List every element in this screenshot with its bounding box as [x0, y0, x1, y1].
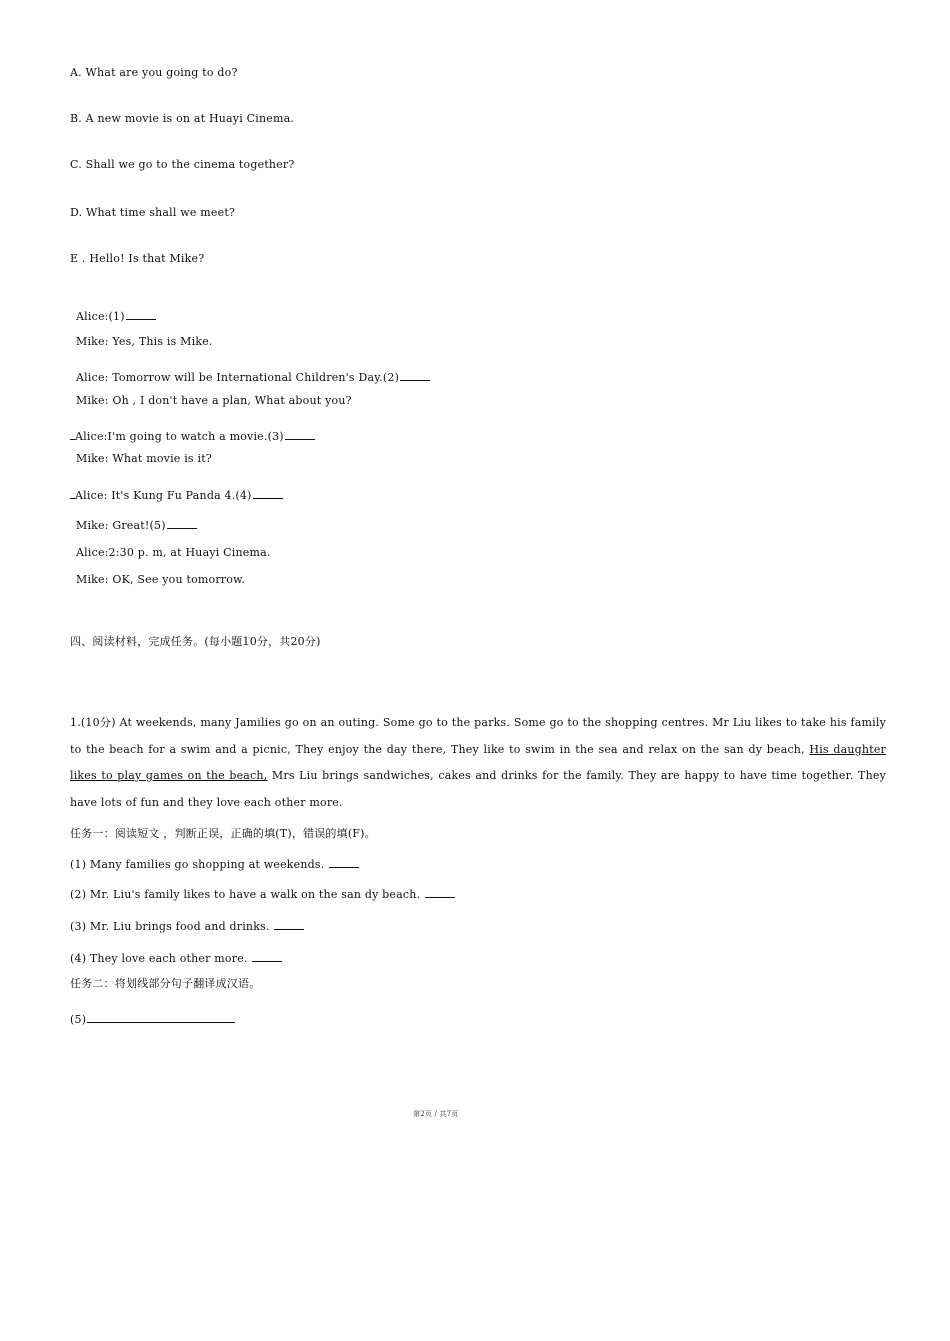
answer-blank[interactable] [126, 308, 156, 320]
dialogue-line-3 [76, 369, 430, 384]
task2-item [70, 1011, 235, 1026]
dialogue-line-10: Mike: OK, See you tomorrow. [76, 573, 246, 586]
option-b: B. A new movie is on at Huayi Cinema. [70, 112, 295, 125]
answer-blank[interactable] [329, 856, 359, 868]
dialogue-line-6: Mike: What movie is it? [76, 452, 212, 465]
dialogue-line-1 [76, 308, 156, 323]
dialogue-text: Alice: It's Kung Fu Panda 4.(4) [75, 489, 252, 502]
dialogue-text: Alice:I'm going to watch a movie.(3) [75, 430, 284, 443]
task1-item-4 [70, 950, 282, 965]
task2-heading: 任务二：将划线部分句子翻译成汉语。 [70, 977, 261, 990]
answer-blank[interactable] [285, 428, 315, 440]
option-c: C. Shall we go to the cinema together? [70, 158, 295, 171]
dialogue-text: Alice: Tomorrow will be International Children's Day.(2) [76, 371, 400, 384]
task-text: (4) They love each other more. [70, 952, 248, 965]
task-text: (2) Mr. Liu's family likes to have a walk on the san dy beach. [70, 888, 421, 901]
task1-item-1 [70, 856, 359, 871]
dialogue-line-9: Alice:2:30 p. m, at Huayi Cinema. [76, 546, 271, 559]
dialogue-text: Mike: Great!(5) [76, 519, 166, 532]
reading-passage [70, 710, 886, 816]
page-footer: 第2页 / 共7页 [413, 1110, 459, 1118]
underlined-sentence: His daughter likes to play games on the beach, [70, 742, 886, 782]
task1-item-3 [70, 918, 304, 933]
option-a: A. What are you going to do? [70, 66, 238, 79]
dialogue-line-5 [70, 428, 315, 443]
answer-blank[interactable] [400, 369, 430, 381]
answer-blank[interactable] [274, 918, 304, 930]
answer-blank[interactable] [253, 487, 283, 499]
dialogue-text: Alice:(1) [76, 310, 125, 323]
option-e: E . Hello! Is that Mike? [70, 252, 205, 265]
dialogue-line-2: Mike: Yes, This is Mike. [76, 335, 213, 348]
task-text: (3) Mr. Liu brings food and drinks. [70, 920, 270, 933]
task1-heading: 任务一：阅读短文 ，判断正误，正确的填(T)，错误的填(F)。 [70, 827, 376, 840]
answer-blank[interactable] [167, 517, 197, 529]
passage-text: 1.(10分) At weekends, many Jamilies go on an outing. Some go to the parks. Some go to the shopping centres. Mr Liu likes to take his family to the beach for a swim and a picnic, They enjoy the day there, They like to swim in the sea and relax on the san dy beach, [70, 716, 886, 756]
passage-text-end: Mrs Liu brings sandwiches, cakes and drinks for the family. They are happy to have time together. They have lots of fun and they love each other more. [70, 769, 886, 809]
option-d: D. What time shall we meet? [70, 206, 236, 219]
section-heading: 四、阅读材料，完成任务。(每小题10分，共20分) [70, 635, 321, 648]
answer-blank[interactable] [252, 950, 282, 962]
task-text: (1) Many families go shopping at weekends. [70, 858, 325, 871]
answer-blank[interactable] [425, 886, 455, 898]
dialogue-line-8 [76, 517, 197, 532]
dialogue-line-4: Mike: Oh , I don't have a plan, What about you? [76, 394, 352, 407]
task1-item-2 [70, 886, 455, 901]
translation-blank[interactable] [87, 1011, 235, 1023]
dialogue-line-7 [70, 487, 283, 502]
task-text: (5) [70, 1013, 87, 1026]
